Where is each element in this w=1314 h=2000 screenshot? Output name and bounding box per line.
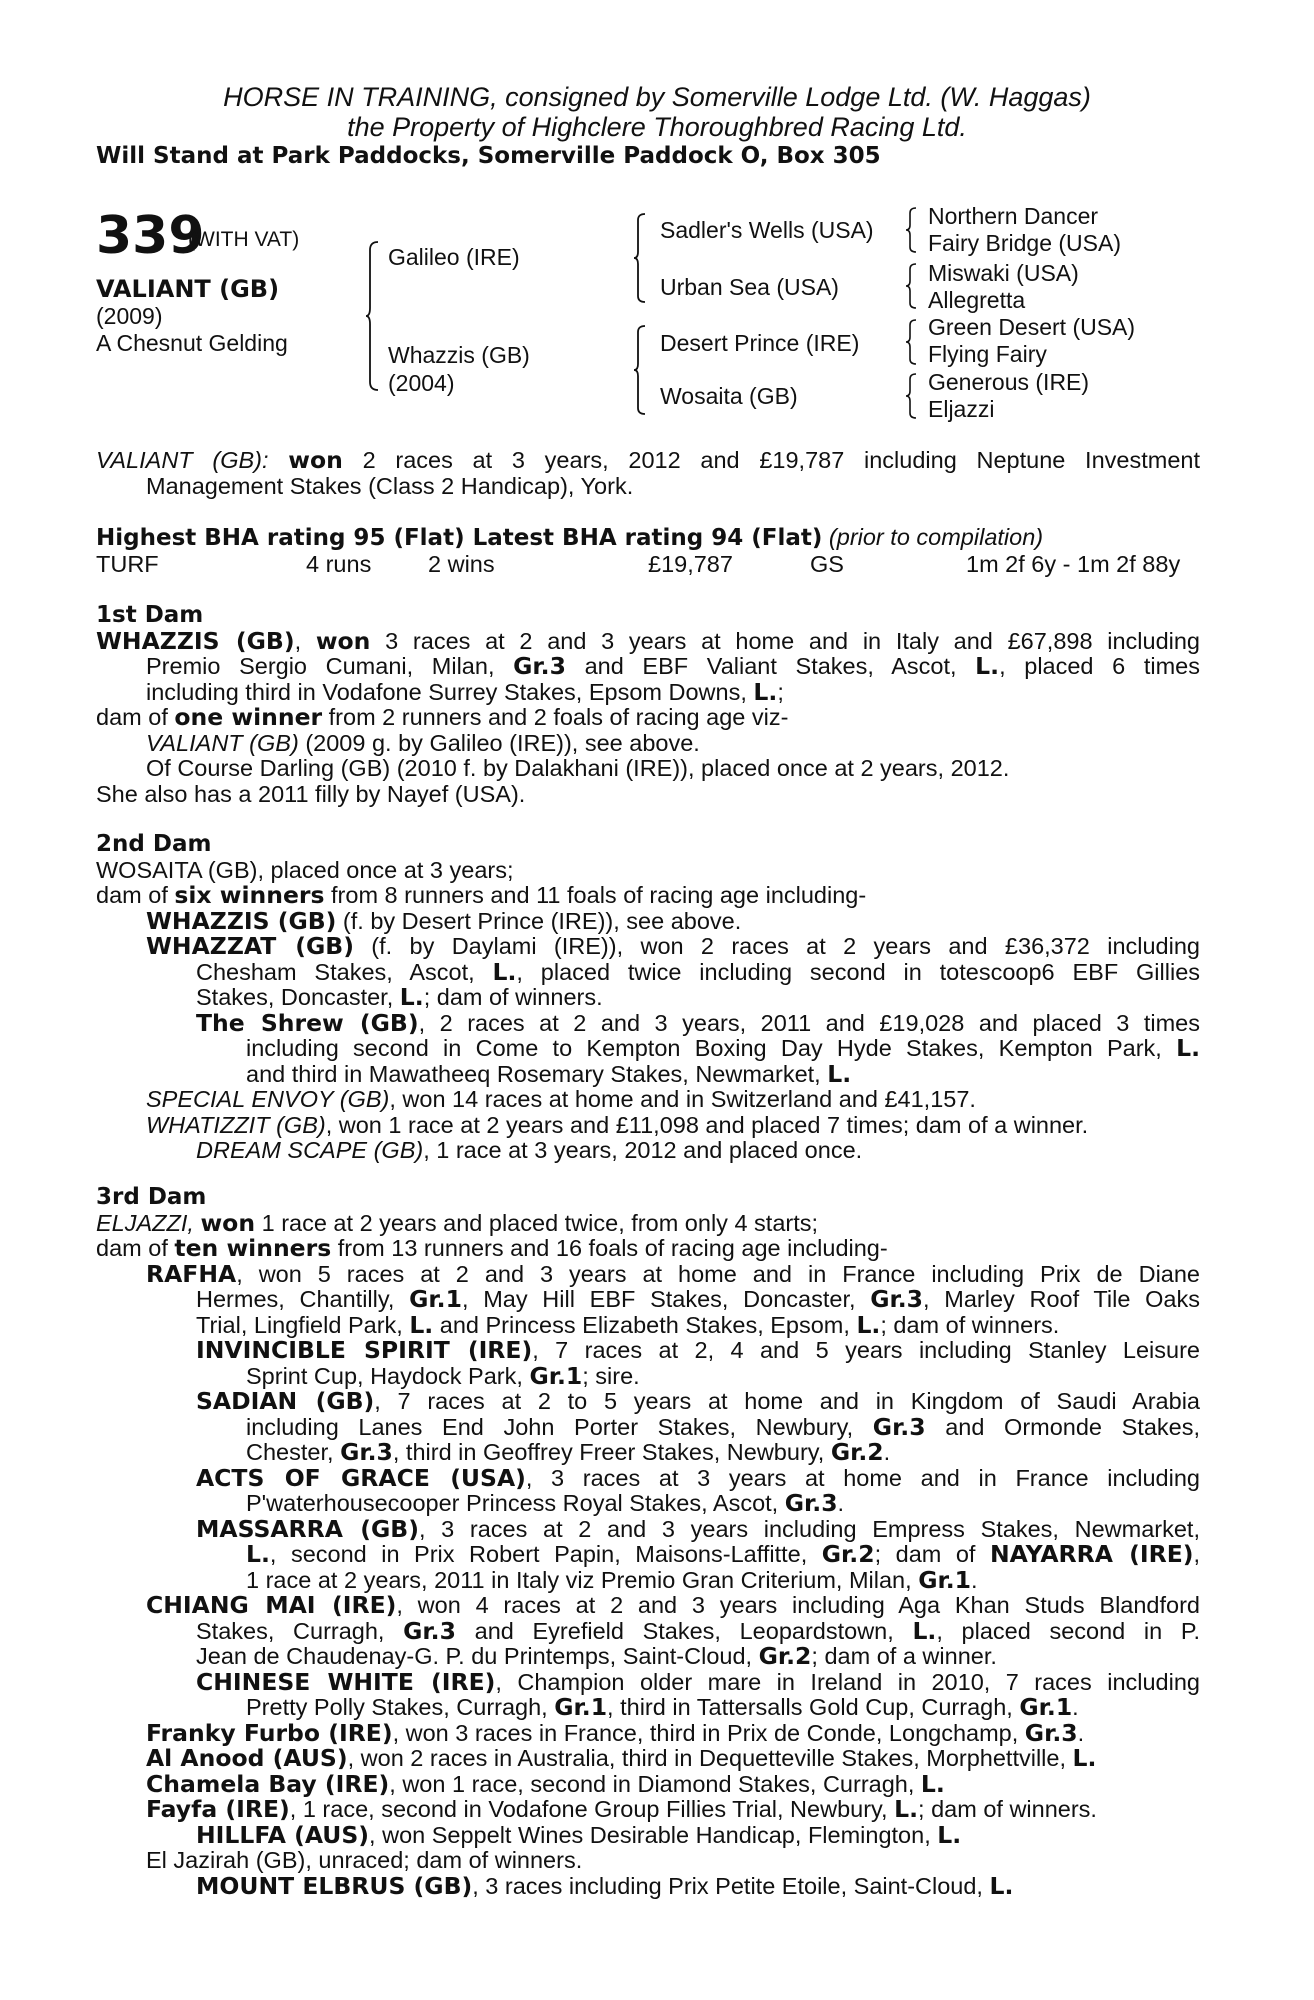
first-dam-section: 1st Dam WHAZZIS (GB), won 3 races at 2 and 3 years at home and in Italy and £67,898 including Premio Sergio Cumani, Milan, Gr.3 and EBF Valiant Stakes, Ascot, L., placed 6 times including third in Vodafone Surrey Stakes, Epsom Downs, L.; dam of one winner from 2 runners and 2 foals of racing age viz- VALIANT (GB) (2009 g. by Galileo (IRE)), see above. Of Course Darling (GB) (2010 f. by Dalakhani (IRE)), placed once at 2 years, 2012. She also has a 2011 filly by Nayef (USA). [96, 602, 1201, 807]
second-dam-title: 2nd Dam [96, 831, 212, 857]
pedigree-dam: Whazzis (GB) [388, 342, 530, 368]
dam-line-brace [634, 324, 648, 416]
gen3-brace-4 [906, 372, 918, 420]
lot-number: 339 [96, 206, 205, 266]
third-dam-title: 3rd Dam [96, 1184, 207, 1210]
turf-runs: 4 runs [306, 551, 372, 577]
header-consignor: HORSE IN TRAINING, consigned by Somerville Lodge Ltd. (W. Haggas) [223, 82, 1091, 112]
gen3-brace-3 [906, 318, 918, 366]
pedigree-sd: Urban Sea (USA) [660, 274, 839, 300]
turf-surface: TURF [96, 551, 159, 577]
horse-name: VALIANT (GB) [96, 275, 280, 303]
pedigree-dds: Generous (IRE) [928, 369, 1090, 395]
first-dam-title: 1st Dam [96, 602, 204, 628]
pedigree-ss: Sadler's Wells (USA) [660, 217, 874, 243]
pedigree-sire: Galileo (IRE) [388, 244, 520, 270]
turf-money: £19,787 [648, 551, 733, 577]
sire-dam-brace [366, 240, 382, 392]
pedigree-dd: Wosaita (GB) [660, 383, 798, 409]
pedigree-dsd: Flying Fairy [928, 341, 1047, 367]
pedigree-dam-year: (2004) [388, 370, 455, 396]
sire-line-brace [634, 212, 648, 304]
horse-description: A Chesnut Gelding [96, 330, 288, 356]
header-stand: Will Stand at Park Paddocks, Somerville Paddock O, Box 305 [96, 143, 881, 169]
turf-wins: 2 wins [428, 551, 495, 577]
vat-label: (WITH VAT) [188, 228, 300, 251]
header-property: the Property of Highclere Thoroughbred Racing Ltd. [347, 112, 967, 142]
turf-distance: 1m 2f 6y - 1m 2f 88y [966, 551, 1181, 577]
pedigree-ssd: Fairy Bridge (USA) [928, 230, 1121, 256]
turf-going: GS [810, 551, 844, 577]
horse-year: (2009) [96, 303, 163, 329]
gen3-brace-1 [906, 206, 918, 254]
rating-line: Highest BHA rating 95 (Flat) Latest BHA rating 94 (Flat) (prior to compilation) [96, 524, 1044, 551]
pedigree-sdd: Allegretta [928, 287, 1026, 313]
pedigree-dss: Green Desert (USA) [928, 314, 1136, 340]
pedigree-sds: Miswaki (USA) [928, 260, 1079, 286]
gen3-brace-2 [906, 262, 918, 310]
race-summary: VALIANT (GB): won 2 races at 3 years, 2012 and £19,787 including Neptune Investment Management Stakes (Class 2 Handicap), York. [96, 446, 1200, 499]
third-dam-section: 3rd Dam ELJAZZI, won 1 race at 2 years and placed twice, from only 4 starts; dam of ten winners from 13 runners and 16 foals of racing age including- RAFHA, won 5 races at 2 and 3 years at home and in France including Prix de Diane Hermes, Chantilly, Gr.1, May Hill EBF Stakes, Doncaster, Gr.3, Marley Roof Tile Oaks Trial, Lingfield Park, L. and Princess Elizabeth Stakes, Epsom, L.; dam of winners. INVINCIBLE SPIRIT (IRE), 7 races at 2, 4 and 5 years including Stanley Leisure Sprint Cup, Haydock Park, Gr.1; sire. SADIAN (GB), 7 races at 2 to 5 years at home and in Kingdom of Saudi Arabia including Lanes End John Porter Stakes, Newbury, Gr.3 and Ormonde Stakes, Chester, Gr.3, third in Geoffrey Freer Stakes, Newbury, Gr.2. ACTS OF GRACE (USA), 3 races at 3 years at home and in France including P'waterhousecooper Princess Royal Stakes, Ascot, Gr.3. MASSARRA (GB), 3 races at 2 and 3 years including Empress Stakes, Newmarket, L., second in Prix Robert Papin, Maisons-Laffitte, Gr.2; dam of NAYARRA (IRE), 1 race at 2 years, 2011 in Italy viz Premio Gran Criterium, Milan, Gr.1. CHIANG MAI (IRE), won 4 races at 2 and 3 years including Aga Khan Studs Blandford Stakes, Curragh, Gr.3 and Eyrefield Stakes, Leopardstown, L., placed second in P. Jean de Chaudenay-G. P. du Printemps, Saint-Cloud, Gr.2; dam of a winner. CHINESE WHITE (IRE), Champion older mare in Ireland in 2010, 7 races including Pretty Polly Stakes, Curragh, Gr.1, third in Tattersalls Gold Cup, Curragh, Gr.1. Franky Furbo (IRE), won 3 races in France, third in Prix de Conde, Longchamp, Gr.3. Al Anood (AUS), won 2 races in Australia, third in Dequetteville Stakes, Morphettville, L. Chamela Bay (IRE), won 1 race, second in Diamond Stakes, Curragh, L. Fayfa (IRE), 1 race, second in Vodafone Group Fillies Trial, Newbury, L.; dam of winners. HILLFA (AUS), won Seppelt Wines Desirable Handicap, Flemington, L. El Jazirah (GB), unraced; dam of winners. MOUNT ELBRUS (GB), 3 races including Prix Petite Etoile, Saint-Cloud, L. [96, 1184, 1201, 1900]
second-dam-section: 2nd Dam WOSAITA (GB), placed once at 3 years; dam of six winners from 8 runners and 11 foals of racing age including- WHAZZIS (GB) (f. by Desert Prince (IRE)), see above. WHAZZAT (GB) (f. by Daylami (IRE)), won 2 races at 2 years and £36,372 including Chesham Stakes, Ascot, L., placed twice including second in totescoop6 EBF Gillies Stakes, Doncaster, L.; dam of winners. The Shrew (GB), 2 races at 2 and 3 years, 2011 and £19,028 and placed 3 times including second in Come to Kempton Boxing Day Hyde Stakes, Kempton Park, L. and third in Mawatheeq Rosemary Stakes, Newmarket, L. SPECIAL ENVOY (GB), won 14 races at home and in Switzerland and £41,157. WHATIZZIT (GB), won 1 race at 2 years and £11,098 and placed 7 times; dam of a winner. DREAM SCAPE (GB), 1 race at 3 years, 2012 and placed once. [96, 831, 1201, 1163]
pedigree-ddd: Eljazzi [928, 396, 995, 422]
pedigree-ds: Desert Prince (IRE) [660, 330, 860, 356]
pedigree-sss: Northern Dancer [928, 203, 1099, 229]
